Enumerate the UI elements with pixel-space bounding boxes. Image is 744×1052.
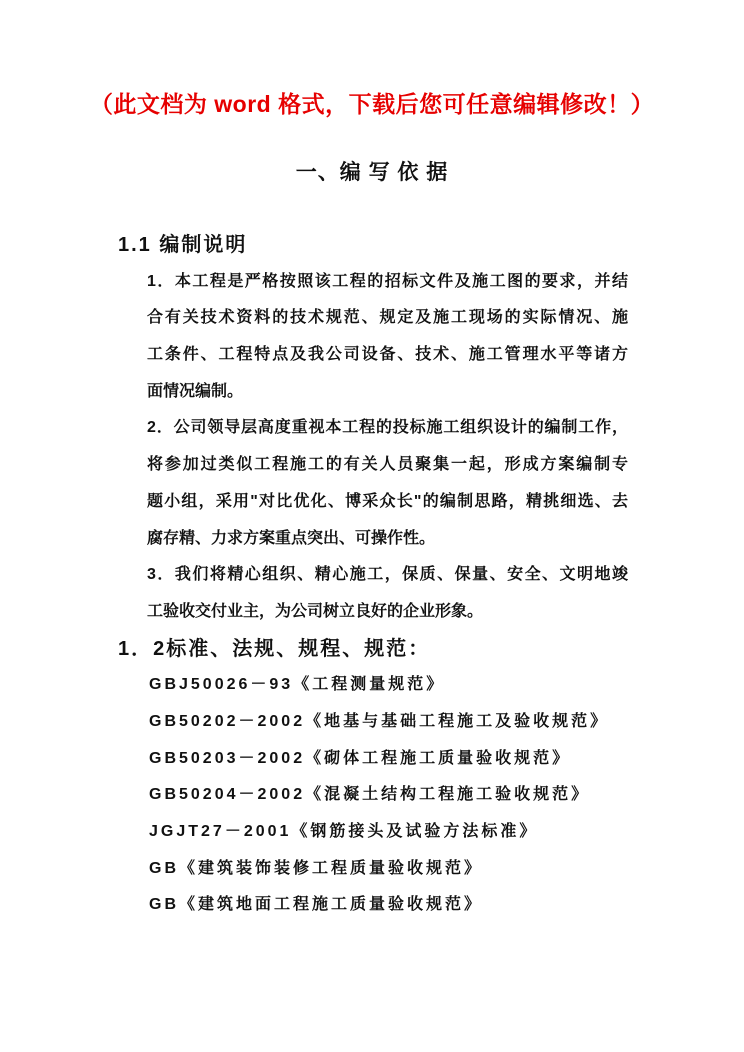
text-line: GB50203－2002《砌体工程施工质量验收规范》 xyxy=(149,749,572,767)
banner-text: （此文档为 word 格式，下载后您可任意编辑修改！） xyxy=(89,91,655,117)
document-body xyxy=(118,227,632,924)
section-title: 一、编 写 依 据 xyxy=(295,161,449,184)
text-line: 将参加过类似工程施工的有关人员聚集一起，形成方案编制专 xyxy=(147,456,628,474)
text-line: 3．我们将精心组织、精心施工，保质、保量、安全、文明地竣 xyxy=(147,566,628,584)
section-heading-line: 1．2标准、法规、规程、规范： xyxy=(118,637,431,660)
text-line: 腐存精、力求方案重点突出、可操作性。 xyxy=(147,529,436,547)
text-line: 题小组，采用"对比优化、博采众长"的编制思路，精挑细选、去 xyxy=(147,492,628,510)
text-line: 工条件、工程特点及我公司设备、技术、施工管理水平等诸方 xyxy=(147,346,628,364)
text-line: GB《建筑装饰装修工程质量验收规范》 xyxy=(149,859,484,877)
text-line: 工验收交付业主，为公司树立良好的企业形象。 xyxy=(147,602,484,620)
text-line: GBJ50026－93《工程测量规范》 xyxy=(149,676,446,694)
text-line: 2．公司领导层高度重视本工程的投标施工组织设计的编制工作， xyxy=(147,419,628,437)
text-line: 1．本工程是严格按照该工程的招标文件及施工图的要求，并结 xyxy=(147,272,628,290)
text-line: GB50202－2002《地基与基础工程施工及验收规范》 xyxy=(149,712,610,730)
section-heading-line: 1.1 编制说明 xyxy=(118,234,248,256)
text-line: JGJT27－2001《钢筋接头及试验方法标准》 xyxy=(149,823,539,840)
text-line: 面情况编制。 xyxy=(147,382,244,400)
text-line: GB50204－2002《混凝土结构工程施工验收规范》 xyxy=(149,786,591,804)
text-line: 合有关技术资料的技术规范、规定及施工现场的实际情况、施 xyxy=(147,309,628,327)
editable-notice-banner xyxy=(0,86,744,119)
text-line: GB《建筑地面工程施工质量验收规范》 xyxy=(149,896,484,914)
